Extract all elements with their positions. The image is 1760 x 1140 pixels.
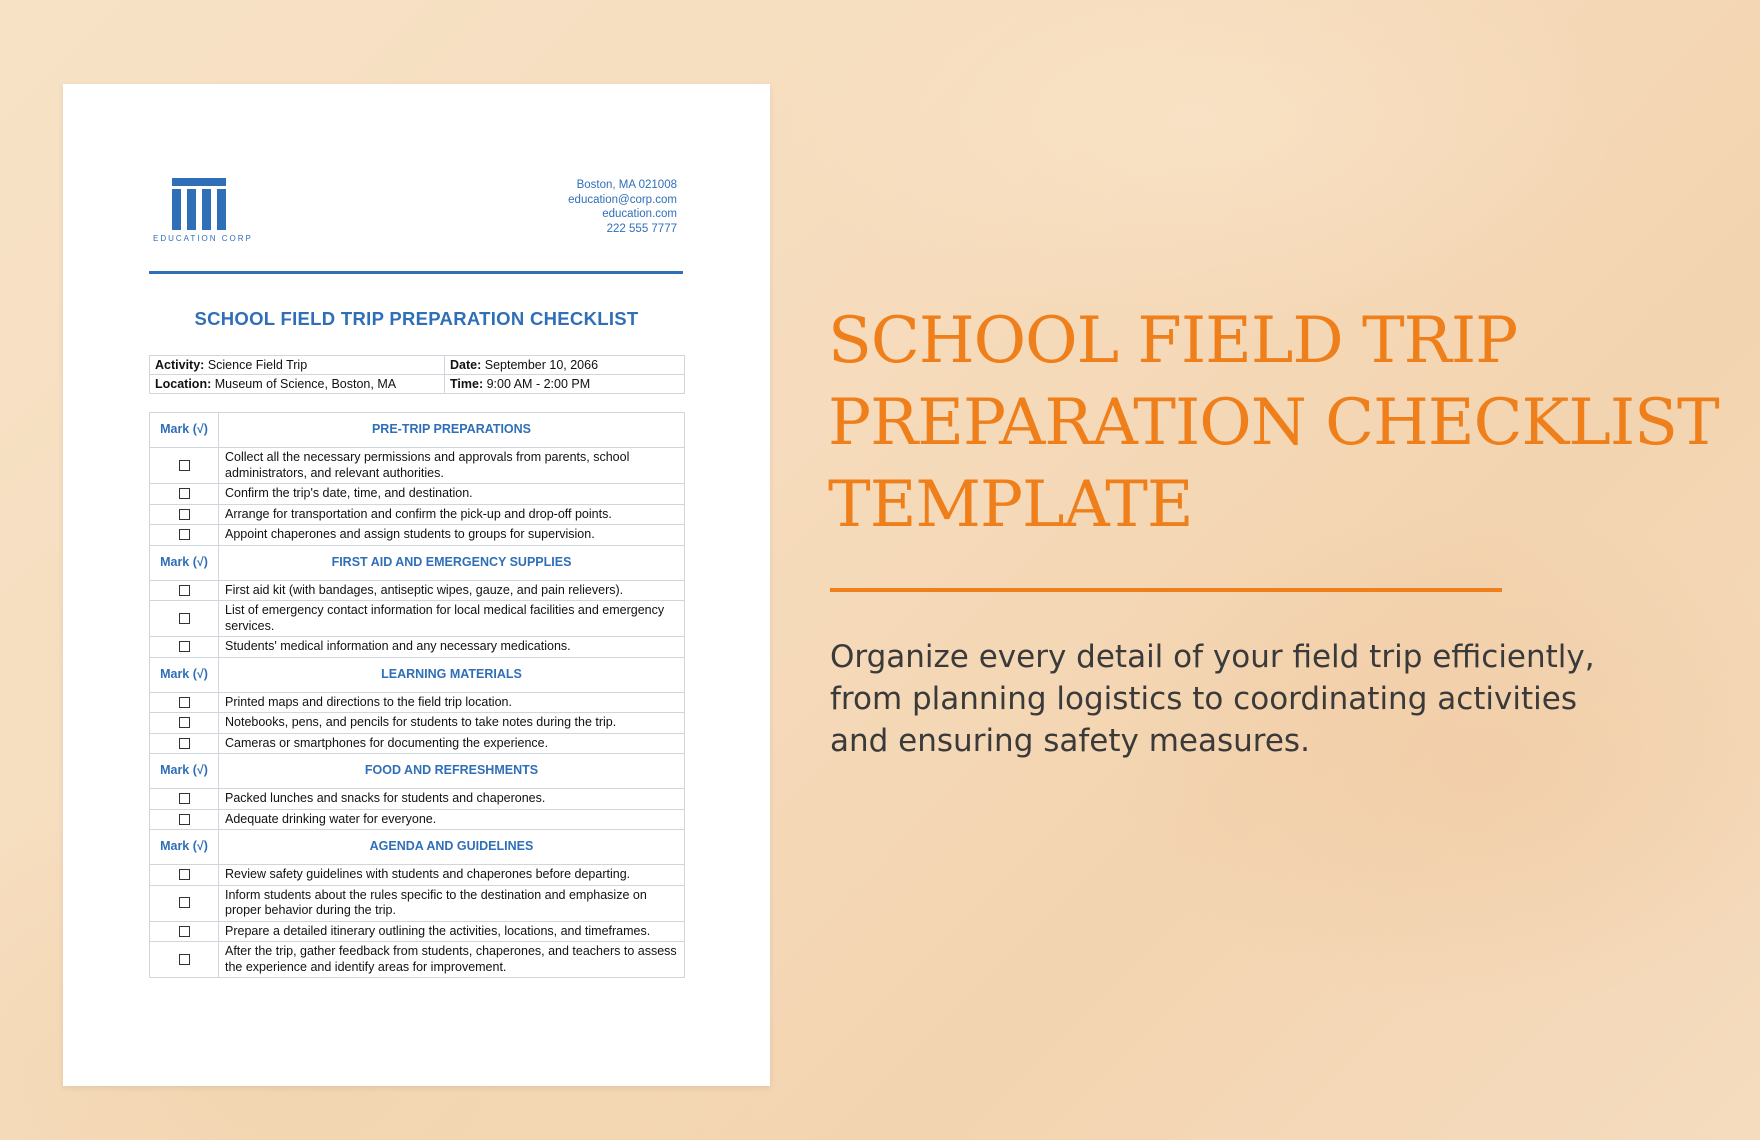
checkbox[interactable]	[179, 897, 190, 908]
checkbox-cell	[150, 713, 219, 734]
checklist-item-text: Inform students about the rules specific to the destination and emphasize on proper behavior during the trip.	[219, 885, 685, 921]
checkbox[interactable]	[179, 738, 190, 749]
header-divider	[149, 271, 683, 274]
education-corp-logo	[153, 178, 253, 243]
section-header-row	[150, 657, 685, 692]
checkbox[interactable]	[179, 460, 190, 471]
checklist-item-text: Notebooks, pens, and pencils for students to take notes during the trip.	[219, 713, 685, 734]
checkbox-cell	[150, 733, 219, 754]
checkbox[interactable]	[179, 529, 190, 540]
mark-column-header: Mark (√)	[150, 830, 219, 865]
checkbox-cell	[150, 789, 219, 810]
checkbox-cell	[150, 484, 219, 505]
promo-title-line: PREPARATION CHECKLIST	[828, 386, 1719, 460]
checkbox[interactable]	[179, 585, 190, 596]
checklist-item-text: Review safety guidelines with students and chaperones before departing.	[219, 865, 685, 886]
checklist-item-row	[150, 942, 685, 978]
checklist-item-text: Printed maps and directions to the field trip location.	[219, 692, 685, 713]
checklist-item-row	[150, 448, 685, 484]
activity-cell: Activity: Science Field Trip	[150, 356, 445, 375]
section-header-row	[150, 830, 685, 865]
section-title: LEARNING MATERIALS	[219, 657, 685, 692]
checkbox[interactable]	[179, 717, 190, 728]
checkbox-cell	[150, 942, 219, 978]
checklist-item-text: List of emergency contact information for local medical facilities and emergency services.	[219, 601, 685, 637]
checkbox-cell	[150, 580, 219, 601]
checklist-document	[63, 84, 770, 1086]
checklist-item-text: Adequate drinking water for everyone.	[219, 809, 685, 830]
promo-description	[830, 636, 1730, 762]
checklist-item-row	[150, 865, 685, 886]
checklist-item-text: First aid kit (with bandages, antiseptic wipes, gauze, and pain relievers).	[219, 580, 685, 601]
checkbox[interactable]	[179, 509, 190, 520]
checklist-item-row	[150, 601, 685, 637]
section-title: PRE-TRIP PREPARATIONS	[219, 413, 685, 448]
checkbox-cell	[150, 809, 219, 830]
checkbox[interactable]	[179, 613, 190, 624]
section-header-row	[150, 413, 685, 448]
promo-description-line: from planning logistics to coordinating activities	[830, 681, 1577, 717]
mark-column-header: Mark (√)	[150, 657, 219, 692]
building-columns-icon	[172, 178, 226, 230]
checklist-item-row	[150, 580, 685, 601]
section-title: FIRST AID AND EMERGENCY SUPPLIES	[219, 545, 685, 580]
checklist-item-text: Collect all the necessary permissions and approvals from parents, school administrators, and relevant authorities.	[219, 448, 685, 484]
contact-block	[568, 178, 677, 236]
section-title: AGENDA AND GUIDELINES	[219, 830, 685, 865]
promo-title-line: TEMPLATE	[828, 468, 1193, 542]
date-cell: Date: September 10, 2066	[445, 356, 685, 375]
checklist-item-text: Arrange for transportation and confirm the pick-up and drop-off points.	[219, 504, 685, 525]
mark-column-header: Mark (√)	[150, 413, 219, 448]
checklist-item-row	[150, 885, 685, 921]
checklist-item-row	[150, 525, 685, 546]
checklist-item-row	[150, 809, 685, 830]
promo-divider	[830, 588, 1502, 592]
checklist-item-text: Students' medical information and any necessary medications.	[219, 637, 685, 658]
promo-description-line: and ensuring safety measures.	[830, 723, 1310, 759]
checklist-item-row	[150, 921, 685, 942]
checkbox-cell	[150, 601, 219, 637]
checklist-item-row	[150, 484, 685, 505]
checklist-item-row	[150, 504, 685, 525]
promo-title	[828, 300, 1728, 546]
logo-text: EDUCATION CORP	[153, 234, 253, 243]
section-title: FOOD AND REFRESHMENTS	[219, 754, 685, 789]
section-header-row	[150, 754, 685, 789]
checklist-item-row	[150, 713, 685, 734]
checklist-item-row	[150, 692, 685, 713]
checkbox[interactable]	[179, 697, 190, 708]
checkbox[interactable]	[179, 814, 190, 825]
section-header-row	[150, 545, 685, 580]
checkbox[interactable]	[179, 488, 190, 499]
checkbox-cell	[150, 525, 219, 546]
promo-title-line: SCHOOL FIELD TRIP	[828, 304, 1518, 378]
checklist-item-text: Cameras or smartphones for documenting the experience.	[219, 733, 685, 754]
checkbox[interactable]	[179, 954, 190, 965]
checkbox[interactable]	[179, 869, 190, 880]
contact-website: education.com	[602, 208, 677, 220]
contact-address: Boston, MA 021008	[576, 179, 677, 191]
checklist-item-text: Appoint chaperones and assign students to groups for supervision.	[219, 525, 685, 546]
mark-column-header: Mark (√)	[150, 754, 219, 789]
document-title: SCHOOL FIELD TRIP PREPARATION CHECKLIST	[194, 308, 639, 329]
checkbox-cell	[150, 448, 219, 484]
checklist-item-row	[150, 637, 685, 658]
checkbox-cell	[150, 921, 219, 942]
checklist-item-text: Prepare a detailed itinerary outlining the activities, locations, and timeframes.	[219, 921, 685, 942]
promo-description-line: Organize every detail of your field trip efficiently,	[830, 639, 1595, 675]
checkbox[interactable]	[179, 926, 190, 937]
checkbox[interactable]	[179, 793, 190, 804]
mark-column-header: Mark (√)	[150, 545, 219, 580]
time-cell: Time: 9:00 AM - 2:00 PM	[445, 375, 685, 394]
checklist-item-row	[150, 789, 685, 810]
checkbox[interactable]	[179, 641, 190, 652]
checklist-item-text: Packed lunches and snacks for students and chaperones.	[219, 789, 685, 810]
checklist-table	[149, 412, 685, 978]
checkbox-cell	[150, 865, 219, 886]
checklist-item-text: After the trip, gather feedback from students, chaperones, and teachers to assess the experience and identify areas for improvement.	[219, 942, 685, 978]
checkbox-cell	[150, 504, 219, 525]
checkbox-cell	[150, 885, 219, 921]
checklist-item-text: Confirm the trip's date, time, and destination.	[219, 484, 685, 505]
checklist-item-row	[150, 733, 685, 754]
checkbox-cell	[150, 692, 219, 713]
checkbox-cell	[150, 637, 219, 658]
contact-phone: 222 555 7777	[606, 222, 677, 235]
contact-email: education@corp.com	[568, 193, 677, 206]
location-cell: Location: Museum of Science, Boston, MA	[150, 375, 445, 394]
trip-info-table	[149, 355, 685, 394]
